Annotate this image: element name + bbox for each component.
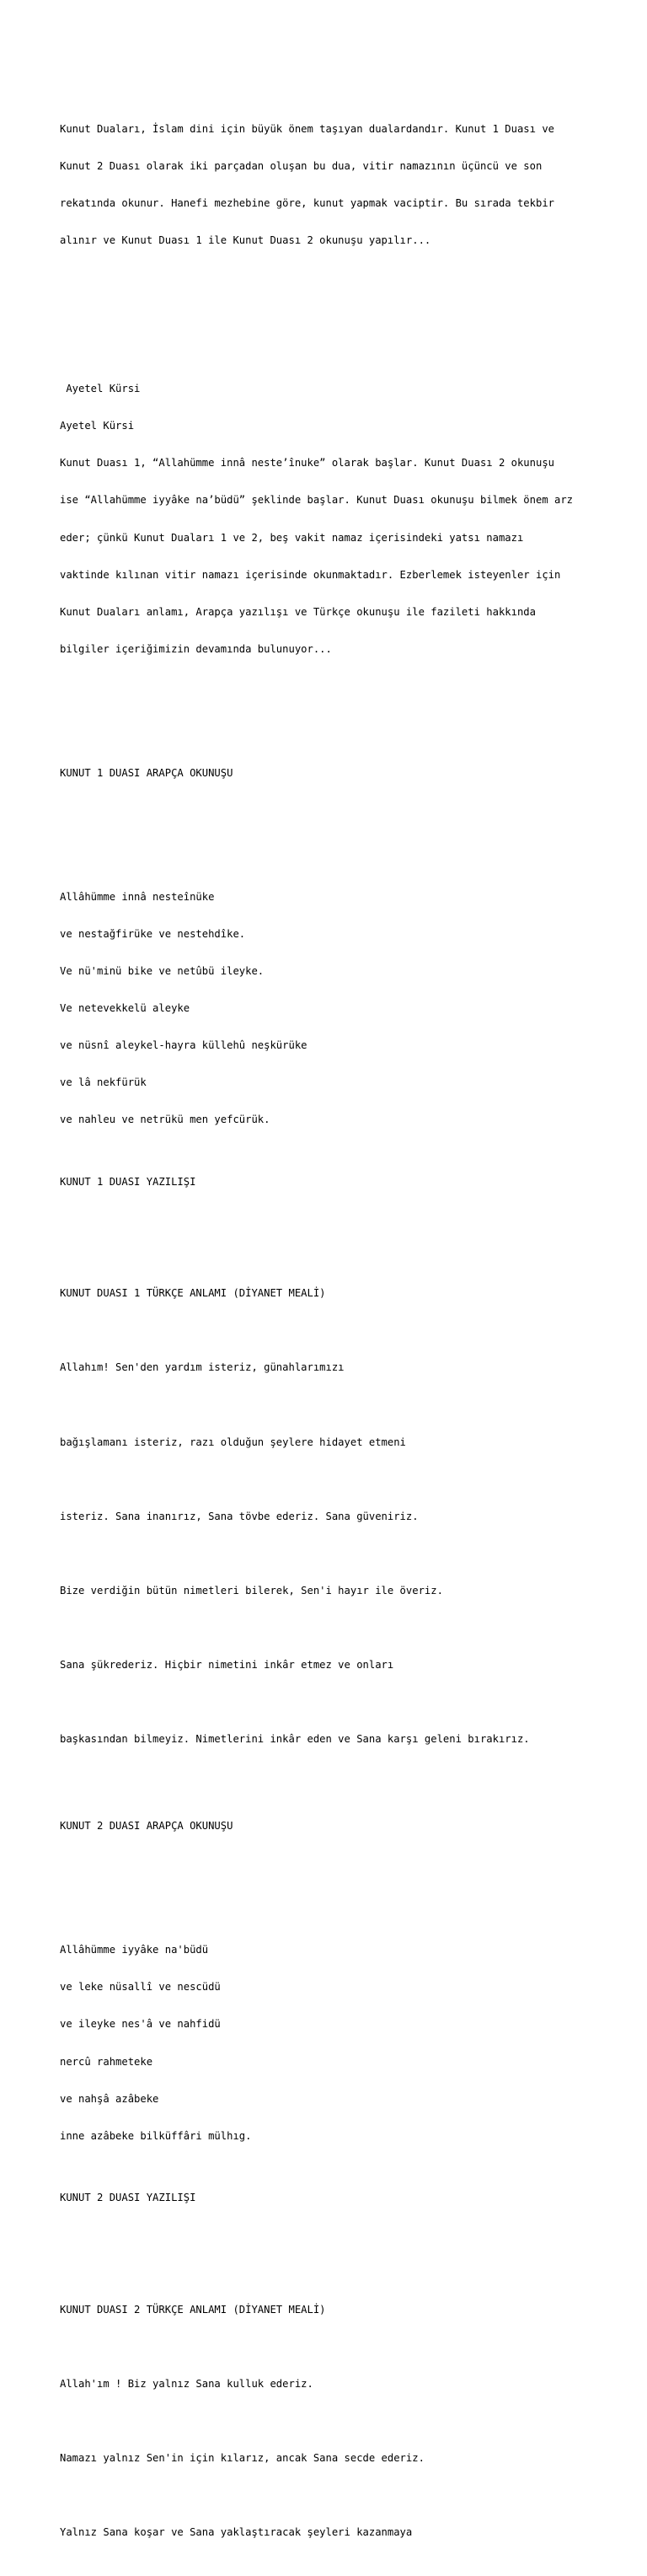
- verse-line: Allâhümme iyyâke na'büdü: [60, 1944, 209, 1956]
- verse-line: Allâhümme innâ nesteînüke: [60, 890, 215, 903]
- verse-line: Ve netevekkelü aleyke: [60, 1002, 190, 1015]
- text-line: alınır ve Kunut Duası 1 ile Kunut Duası 2 okunuşu yapılır...: [60, 233, 431, 246]
- verse-line: ve nüsnî aleykel-hayra küllehû neşkürüke: [60, 1039, 307, 1052]
- blank-line: [60, 1548, 616, 1560]
- blank-line: [60, 1696, 616, 1709]
- blank-line: [60, 1622, 616, 1634]
- meal-paragraph: Allah'ım ! Biz yalnız Sana kulluk ederiz.: [60, 2377, 313, 2390]
- text-line: Kunut 2 Duası olarak iki parçadan oluşan bu dua, vitir namazının üçüncü ve son: [60, 159, 543, 172]
- text-line: Ayetel Kürsi: [60, 383, 141, 395]
- meal-paragraph: Allahım! Sen'den yardım isteriz, günahlarımızı: [60, 1361, 345, 1374]
- blank-line: [60, 2489, 616, 2502]
- verse-line: ve nahleu ve netrükü men yefcürük.: [60, 1114, 270, 1126]
- meal-paragraph: isteriz. Sana inanırız, Sana tövbe ederiz. Sana güveniriz.: [60, 1510, 419, 1522]
- verse-line: ve ileyke nes'â ve nahfidü: [60, 2018, 221, 2031]
- text-line: Kunut Duaları, İslam dini için büyük önem taşıyan dualardandır. Kunut 1 Duası ve: [60, 122, 554, 135]
- meal-paragraph: bağışlamanı isteriz, razı olduğun şeylere hidayet etmeni: [60, 1436, 406, 1448]
- kunut1-arabic-reading: [60, 866, 616, 1151]
- verse-line: ve nestağfirüke ve nestehdîke.: [60, 927, 246, 940]
- text-line: Kunut Duaları anlamı, Arapça yazılışı ve Türkçe okunuşu ile fazileti hakkında: [60, 605, 536, 618]
- blank-line: [60, 1473, 616, 1486]
- text-line: bilgiler içeriğimizin devamında bulunuyor...: [60, 642, 332, 655]
- verse-line: inne azâbeke bilküffâri mülhıg.: [60, 2129, 252, 2142]
- text-line: eder; çünkü Kunut Duaları 1 ve 2, beş vakit namaz içerisindeki yatsı namazı: [60, 531, 524, 544]
- blank-line: [60, 1324, 616, 1337]
- blank-line: [60, 1870, 616, 1882]
- text-line: ise “Allahümme iyyâke na’büdü” şeklinde başlar. Kunut Duası okunuşu bilmek önem arz: [60, 494, 574, 507]
- blank-line: [60, 1399, 616, 1412]
- meal-paragraph: Yalnız Sana koşar ve Sana yaklaştıracak şeyleri kazanmaya: [60, 2526, 413, 2539]
- kunut2-arabic-reading: [60, 1919, 616, 2167]
- section-heading: KUNUT 2 DUASI YAZILIŞI: [60, 2192, 196, 2204]
- blank-line: [60, 717, 616, 730]
- section-heading: KUNUT DUASI 1 TÜRKÇE ANLAMI (DİYANET MEALİ): [60, 1287, 326, 1300]
- meal-paragraph: Namazı yalnız Sen'in için kılarız, ancak Sana secde ederiz.: [60, 2451, 425, 2464]
- blank-line: [60, 2241, 616, 2266]
- document-body: [60, 61, 616, 2576]
- intro-paragraph: [60, 98, 616, 271]
- verse-line: Ve nü'minü bike ve netûbü ileyke.: [60, 965, 265, 978]
- text-line: rekatında okunur. Hanefi mezhebine göre, kunut yapmak vaciptir. Bu sırada tekbir: [60, 196, 554, 209]
- meal-paragraph: başkasından bilmeyiz. Nimetlerini inkâr eden ve Sana karşı geleni bırakırız.: [60, 1733, 530, 1746]
- verse-line: ve leke nüsallî ve nescüdü: [60, 1981, 221, 1994]
- meal-paragraph: Bize verdiğin bütün nimetleri bilerek, Sen'i hayır ile överiz.: [60, 1584, 443, 1597]
- blank-line: [60, 817, 616, 829]
- text-line: Kunut Duası 1, “Allahümme innâ neste’înuke” olarak başlar. Kunut Duası 2 okunuşu: [60, 457, 554, 470]
- section-heading: KUNUT 1 DUASI ARAPÇA OKUNUŞU: [60, 766, 233, 779]
- section-heading: KUNUT 2 DUASI ARAPÇA OKUNUŞU: [60, 1820, 233, 1833]
- verse-line: nercû rahmeteke: [60, 2055, 153, 2068]
- blank-line: [60, 2341, 616, 2353]
- verse-line: ve lâ nekfürük: [60, 1076, 147, 1089]
- ayetel-paragraph: [60, 358, 616, 680]
- meal-paragraph: Sana şükrederiz. Hiçbir nimetini inkâr etmez ve onları: [60, 1659, 394, 1672]
- section-heading: KUNUT 1 DUASI YAZILIŞI: [60, 1175, 196, 1188]
- section-heading: KUNUT DUASI 2 TÜRKÇE ANLAMI (DİYANET MEALİ): [60, 2303, 326, 2316]
- text-line: Ayetel Kürsi: [60, 420, 135, 432]
- blank-line: [60, 1226, 616, 1250]
- verse-line: ve nahşâ azâbeke: [60, 2092, 159, 2105]
- blank-line: [60, 309, 616, 321]
- blank-line: [60, 2415, 616, 2428]
- text-line: vaktinde kılınan vitir namazı içerisinde okunmaktadır. Ezberlemek isteyenler için: [60, 568, 561, 581]
- blank-line: [60, 1770, 616, 1783]
